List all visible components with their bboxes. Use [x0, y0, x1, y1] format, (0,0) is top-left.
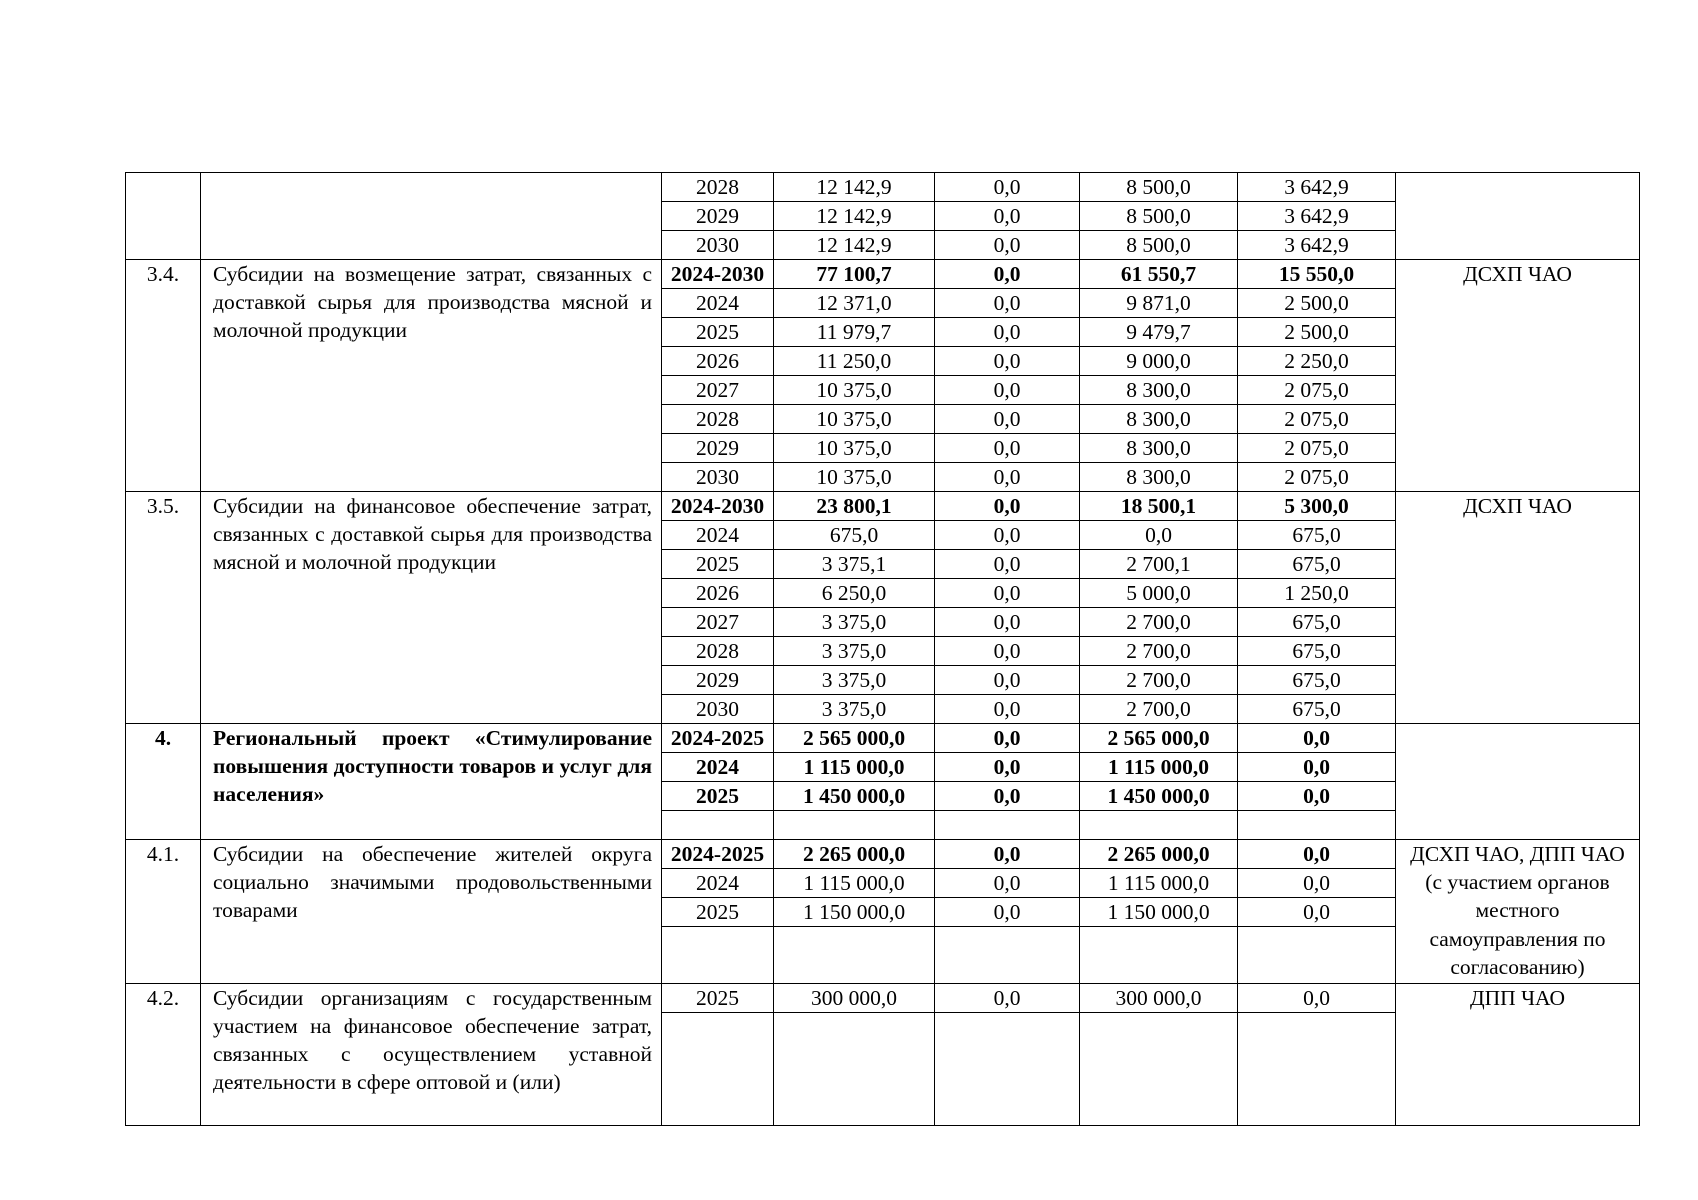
total-cell: 77 100,7	[774, 260, 935, 289]
other-cell: 3 642,9	[1238, 202, 1396, 231]
empty-cell	[662, 1097, 774, 1126]
executor-cell	[1396, 173, 1640, 260]
other-cell: 0,0	[1238, 724, 1396, 753]
total-cell: 10 375,0	[774, 434, 935, 463]
empty-cell	[662, 1069, 774, 1097]
other-cell: 675,0	[1238, 521, 1396, 550]
regional-cell: 2 700,0	[1080, 637, 1238, 666]
other-cell: 2 500,0	[1238, 318, 1396, 347]
empty-cell	[774, 927, 935, 956]
regional-cell: 8 300,0	[1080, 434, 1238, 463]
empty-cell	[774, 1013, 935, 1042]
row-number: 3.5.	[126, 492, 201, 724]
total-cell: 1 450 000,0	[774, 782, 935, 811]
empty-cell	[935, 1069, 1080, 1097]
year-cell: 2030	[662, 463, 774, 492]
federal-cell: 0,0	[935, 666, 1080, 695]
total-cell: 675,0	[774, 521, 935, 550]
year-cell: 2029	[662, 202, 774, 231]
other-cell: 0,0	[1238, 753, 1396, 782]
other-cell: 0,0	[1238, 984, 1396, 1013]
regional-cell: 2 700,1	[1080, 550, 1238, 579]
regional-cell: 61 550,7	[1080, 260, 1238, 289]
total-cell: 3 375,0	[774, 637, 935, 666]
federal-cell: 0,0	[935, 579, 1080, 608]
regional-cell: 1 115 000,0	[1080, 869, 1238, 898]
empty-cell	[935, 1041, 1080, 1069]
year-cell: 2027	[662, 376, 774, 405]
regional-cell: 2 700,0	[1080, 695, 1238, 724]
table-row	[126, 173, 1640, 202]
empty-cell	[935, 927, 1080, 956]
empty-cell	[1238, 811, 1396, 840]
total-cell: 1 115 000,0	[774, 753, 935, 782]
total-cell: 3 375,1	[774, 550, 935, 579]
empty-cell	[662, 955, 774, 984]
empty-cell	[1080, 955, 1238, 984]
regional-cell: 8 500,0	[1080, 173, 1238, 202]
other-cell: 1 250,0	[1238, 579, 1396, 608]
empty-cell	[774, 1069, 935, 1097]
table-row	[126, 724, 1640, 753]
year-cell: 2030	[662, 695, 774, 724]
other-cell: 2 250,0	[1238, 347, 1396, 376]
regional-cell: 8 300,0	[1080, 405, 1238, 434]
empty-cell	[662, 1041, 774, 1069]
empty-cell	[935, 955, 1080, 984]
year-cell: 2029	[662, 434, 774, 463]
empty-cell	[662, 811, 774, 840]
year-cell: 2025	[662, 550, 774, 579]
empty-cell	[774, 811, 935, 840]
federal-cell: 0,0	[935, 202, 1080, 231]
regional-cell: 300 000,0	[1080, 984, 1238, 1013]
year-cell: 2025	[662, 318, 774, 347]
item-name	[201, 173, 662, 260]
year-cell: 2025	[662, 898, 774, 927]
total-cell: 11 250,0	[774, 347, 935, 376]
year-cell: 2024-2030	[662, 260, 774, 289]
empty-cell	[1080, 811, 1238, 840]
empty-cell	[935, 1013, 1080, 1042]
row-number: 4.1.	[126, 840, 201, 984]
executor-cell	[1396, 724, 1640, 840]
regional-cell: 2 265 000,0	[1080, 840, 1238, 869]
total-cell: 10 375,0	[774, 405, 935, 434]
year-cell: 2024-2030	[662, 492, 774, 521]
federal-cell: 0,0	[935, 753, 1080, 782]
item-name: Субсидии на возмещение затрат, связанных с доставкой сырья для производства мясной и молочной продукции	[201, 260, 662, 492]
empty-cell	[1080, 927, 1238, 956]
other-cell: 5 300,0	[1238, 492, 1396, 521]
year-cell: 2024-2025	[662, 724, 774, 753]
federal-cell: 0,0	[935, 376, 1080, 405]
other-cell: 2 075,0	[1238, 405, 1396, 434]
empty-cell	[774, 955, 935, 984]
executor-cell: ДПП ЧАО	[1396, 984, 1640, 1126]
year-cell: 2024	[662, 753, 774, 782]
federal-cell: 0,0	[935, 521, 1080, 550]
year-cell: 2030	[662, 231, 774, 260]
row-number: 4.	[126, 724, 201, 840]
regional-cell: 2 700,0	[1080, 666, 1238, 695]
year-cell: 2028	[662, 637, 774, 666]
other-cell: 3 642,9	[1238, 231, 1396, 260]
table-row	[126, 840, 1640, 869]
empty-cell	[1080, 1013, 1238, 1042]
empty-cell	[1080, 1069, 1238, 1097]
federal-cell: 0,0	[935, 869, 1080, 898]
regional-cell: 1 150 000,0	[1080, 898, 1238, 927]
table-body	[126, 173, 1640, 1126]
total-cell: 1 150 000,0	[774, 898, 935, 927]
row-number: 3.4.	[126, 260, 201, 492]
total-cell: 23 800,1	[774, 492, 935, 521]
item-name: Субсидии организациям с государственным участием на финансовое обеспечение затрат, связанных с осуществлением уставной деятельности в сфере оптовой и (или)	[201, 984, 662, 1126]
regional-cell: 0,0	[1080, 521, 1238, 550]
other-cell: 15 550,0	[1238, 260, 1396, 289]
other-cell: 675,0	[1238, 637, 1396, 666]
total-cell: 11 979,7	[774, 318, 935, 347]
empty-cell	[935, 1097, 1080, 1126]
year-cell: 2024	[662, 289, 774, 318]
other-cell: 675,0	[1238, 550, 1396, 579]
other-cell: 0,0	[1238, 782, 1396, 811]
row-number: 4.2.	[126, 984, 201, 1126]
other-cell: 0,0	[1238, 840, 1396, 869]
federal-cell: 0,0	[935, 840, 1080, 869]
table-row	[126, 492, 1640, 521]
year-cell: 2026	[662, 347, 774, 376]
regional-cell: 9 871,0	[1080, 289, 1238, 318]
federal-cell: 0,0	[935, 782, 1080, 811]
federal-cell: 0,0	[935, 173, 1080, 202]
other-cell: 2 500,0	[1238, 289, 1396, 318]
federal-cell: 0,0	[935, 550, 1080, 579]
regional-cell: 1 115 000,0	[1080, 753, 1238, 782]
federal-cell: 0,0	[935, 724, 1080, 753]
empty-cell	[774, 1041, 935, 1069]
budget-table	[125, 172, 1640, 1126]
year-cell: 2024	[662, 521, 774, 550]
row-number	[126, 173, 201, 260]
year-cell: 2025	[662, 782, 774, 811]
federal-cell: 0,0	[935, 405, 1080, 434]
empty-cell	[1238, 1097, 1396, 1126]
year-cell: 2024-2025	[662, 840, 774, 869]
regional-cell: 2 700,0	[1080, 608, 1238, 637]
regional-cell: 9 479,7	[1080, 318, 1238, 347]
federal-cell: 0,0	[935, 231, 1080, 260]
empty-cell	[662, 1013, 774, 1042]
other-cell: 675,0	[1238, 608, 1396, 637]
other-cell: 2 075,0	[1238, 376, 1396, 405]
total-cell: 12 371,0	[774, 289, 935, 318]
item-name: Субсидии на обеспечение жителей округа социально значимыми продовольственными товарами	[201, 840, 662, 984]
federal-cell: 0,0	[935, 463, 1080, 492]
other-cell: 675,0	[1238, 666, 1396, 695]
other-cell: 2 075,0	[1238, 434, 1396, 463]
year-cell: 2026	[662, 579, 774, 608]
total-cell: 6 250,0	[774, 579, 935, 608]
federal-cell: 0,0	[935, 898, 1080, 927]
federal-cell: 0,0	[935, 492, 1080, 521]
regional-cell: 8 300,0	[1080, 463, 1238, 492]
year-cell: 2025	[662, 984, 774, 1013]
regional-cell: 18 500,1	[1080, 492, 1238, 521]
regional-cell: 2 565 000,0	[1080, 724, 1238, 753]
table-row	[126, 260, 1640, 289]
total-cell: 12 142,9	[774, 173, 935, 202]
total-cell: 3 375,0	[774, 666, 935, 695]
federal-cell: 0,0	[935, 695, 1080, 724]
federal-cell: 0,0	[935, 637, 1080, 666]
federal-cell: 0,0	[935, 434, 1080, 463]
total-cell: 3 375,0	[774, 608, 935, 637]
year-cell: 2029	[662, 666, 774, 695]
total-cell: 10 375,0	[774, 376, 935, 405]
year-cell: 2027	[662, 608, 774, 637]
item-name: Субсидии на финансовое обеспечение затрат, связанных с доставкой сырья для производства мясной и молочной продукции	[201, 492, 662, 724]
federal-cell: 0,0	[935, 608, 1080, 637]
executor-cell: ДСХП ЧАО, ДПП ЧАО (с участием органов местного самоуправления по согласованию)	[1396, 840, 1640, 984]
total-cell: 2 565 000,0	[774, 724, 935, 753]
total-cell: 10 375,0	[774, 463, 935, 492]
regional-cell: 8 300,0	[1080, 376, 1238, 405]
federal-cell: 0,0	[935, 984, 1080, 1013]
empty-cell	[774, 1097, 935, 1126]
other-cell: 0,0	[1238, 898, 1396, 927]
regional-cell: 9 000,0	[1080, 347, 1238, 376]
federal-cell: 0,0	[935, 347, 1080, 376]
item-name: Региональный проект «Стимулирование повышения доступности товаров и услуг для населения»	[201, 724, 662, 840]
total-cell: 2 265 000,0	[774, 840, 935, 869]
regional-cell: 5 000,0	[1080, 579, 1238, 608]
total-cell: 3 375,0	[774, 695, 935, 724]
other-cell: 675,0	[1238, 695, 1396, 724]
empty-cell	[1238, 927, 1396, 956]
empty-cell	[1238, 955, 1396, 984]
total-cell: 12 142,9	[774, 202, 935, 231]
year-cell: 2024	[662, 869, 774, 898]
other-cell: 3 642,9	[1238, 173, 1396, 202]
empty-cell	[1080, 1097, 1238, 1126]
executor-cell: ДСХП ЧАО	[1396, 492, 1640, 724]
regional-cell: 1 450 000,0	[1080, 782, 1238, 811]
empty-cell	[1238, 1041, 1396, 1069]
year-cell: 2028	[662, 173, 774, 202]
total-cell: 1 115 000,0	[774, 869, 935, 898]
empty-cell	[1080, 1041, 1238, 1069]
table-row	[126, 984, 1640, 1013]
other-cell: 0,0	[1238, 869, 1396, 898]
regional-cell: 8 500,0	[1080, 231, 1238, 260]
federal-cell: 0,0	[935, 289, 1080, 318]
year-cell: 2028	[662, 405, 774, 434]
regional-cell: 8 500,0	[1080, 202, 1238, 231]
total-cell: 12 142,9	[774, 231, 935, 260]
federal-cell: 0,0	[935, 318, 1080, 347]
empty-cell	[662, 927, 774, 956]
other-cell: 2 075,0	[1238, 463, 1396, 492]
empty-cell	[1238, 1013, 1396, 1042]
total-cell: 300 000,0	[774, 984, 935, 1013]
executor-cell: ДСХП ЧАО	[1396, 260, 1640, 492]
empty-cell	[1238, 1069, 1396, 1097]
empty-cell	[935, 811, 1080, 840]
federal-cell: 0,0	[935, 260, 1080, 289]
